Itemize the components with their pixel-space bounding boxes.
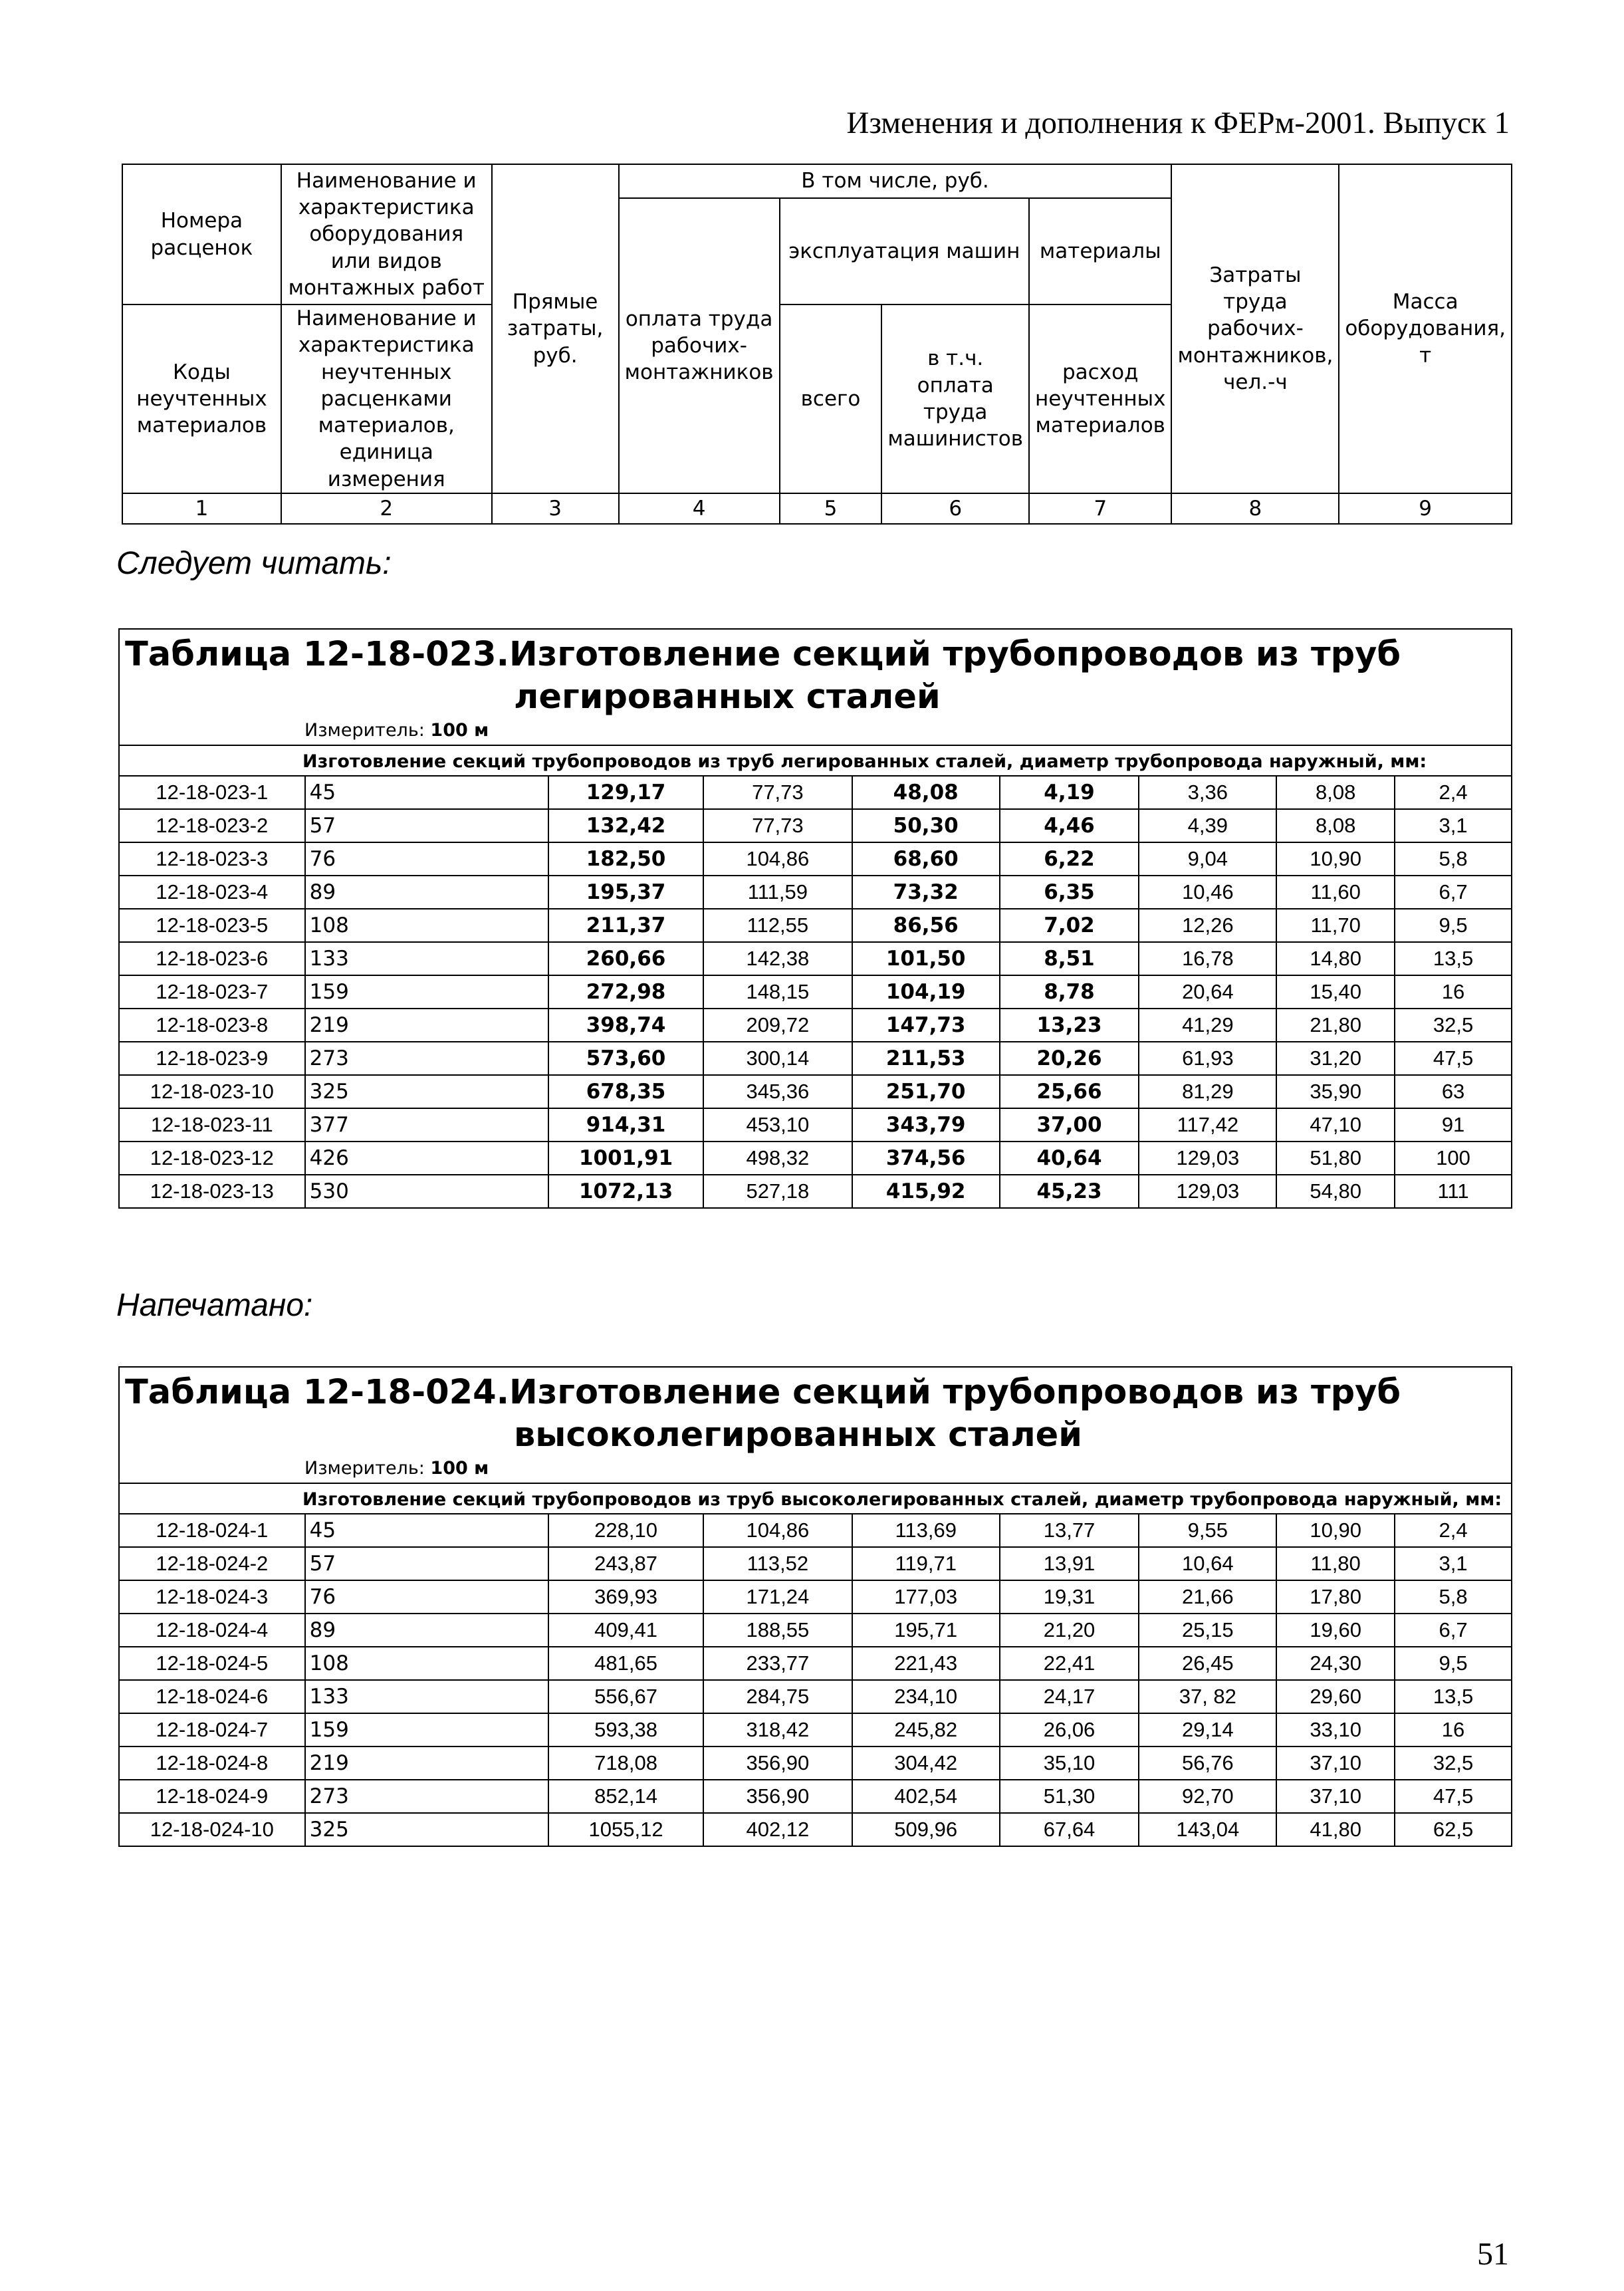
cell-operator-pay: 6,22 xyxy=(1000,842,1139,876)
table-row xyxy=(119,1580,1512,1614)
page-header: Изменения и дополнения к ФЕРм-2001. Выпуск 1 xyxy=(846,106,1510,140)
table-body xyxy=(119,1514,1512,1846)
table-row xyxy=(119,842,1512,876)
cell-pipe-diameter: 108 xyxy=(305,909,548,942)
cell-pipe-diameter: 530 xyxy=(305,1175,548,1208)
cell-rate-code: 12-18-024-10 xyxy=(119,1813,305,1846)
cell-direct-costs: 195,37 xyxy=(548,876,703,909)
cell-machine-operation: 415,92 xyxy=(852,1175,1000,1208)
cell-unaccounted-materials: 12,26 xyxy=(1139,909,1276,942)
cell-labor-pay: 113,52 xyxy=(703,1547,852,1580)
cell-equipment-mass: 9,5 xyxy=(1395,909,1512,942)
table-meter xyxy=(125,719,1504,742)
cell-operator-pay: 7,02 xyxy=(1000,909,1139,942)
cell-direct-costs: 718,08 xyxy=(548,1747,703,1780)
cell-unaccounted-materials: 56,76 xyxy=(1139,1747,1276,1780)
cell-operator-pay: 13,91 xyxy=(1000,1547,1139,1580)
cell-direct-costs: 481,65 xyxy=(548,1647,703,1680)
cell-unaccounted-materials: 9,04 xyxy=(1139,842,1276,876)
table-row xyxy=(119,1647,1512,1680)
cell-operator-pay: 13,23 xyxy=(1000,1009,1139,1042)
cell-machine-operation: 119,71 xyxy=(852,1547,1000,1580)
cell-pipe-diameter: 89 xyxy=(305,876,548,909)
cell-labor-hours: 37,10 xyxy=(1276,1780,1395,1813)
table-row xyxy=(119,1780,1512,1813)
header-number-row xyxy=(122,493,1512,524)
cell-rate-code: 12-18-024-9 xyxy=(119,1780,305,1813)
cell-equipment-mass: 3,1 xyxy=(1395,809,1512,842)
cell-direct-costs: 243,87 xyxy=(548,1547,703,1580)
cell-direct-costs: 211,37 xyxy=(548,909,703,942)
cell-labor-hours: 15,40 xyxy=(1276,975,1395,1009)
cell-pipe-diameter: 325 xyxy=(305,1813,549,1846)
cell-labor-pay: 142,38 xyxy=(703,942,852,975)
cell-labor-pay: 300,14 xyxy=(703,1042,852,1075)
cell-rate-code: 12-18-023-10 xyxy=(119,1075,305,1108)
column-number: 7 xyxy=(1029,493,1171,524)
cell-equipment-mass: 63 xyxy=(1395,1075,1512,1108)
cell-equipment-mass: 3,1 xyxy=(1395,1547,1512,1580)
cell-equipment-mass: 5,8 xyxy=(1395,842,1512,876)
cell-direct-costs: 852,14 xyxy=(548,1780,703,1813)
header-machines-group: эксплуатация машин xyxy=(780,198,1029,304)
cell-unaccounted-materials: 143,04 xyxy=(1139,1813,1276,1846)
cell-labor-pay: 233,77 xyxy=(703,1647,852,1680)
cell-unaccounted-materials: 37, 82 xyxy=(1139,1680,1276,1713)
cell-equipment-mass: 111 xyxy=(1395,1175,1512,1208)
cell-equipment-mass: 16 xyxy=(1395,1713,1512,1747)
cell-rate-code: 12-18-023-13 xyxy=(119,1175,305,1208)
cell-equipment-mass: 47,5 xyxy=(1395,1042,1512,1075)
cell-labor-hours: 11,70 xyxy=(1276,909,1395,942)
cell-labor-pay: 112,55 xyxy=(703,909,852,942)
cell-machine-operation: 68,60 xyxy=(852,842,1000,876)
cell-unaccounted-materials: 20,64 xyxy=(1139,975,1276,1009)
cell-direct-costs: 369,93 xyxy=(548,1580,703,1614)
cell-pipe-diameter: 133 xyxy=(305,942,548,975)
cell-machine-operation: 402,54 xyxy=(852,1780,1000,1813)
cell-direct-costs: 573,60 xyxy=(548,1042,703,1075)
cell-unaccounted-materials: 4,39 xyxy=(1139,809,1276,842)
cell-unaccounted-materials: 10,46 xyxy=(1139,876,1276,909)
cell-rate-code: 12-18-023-11 xyxy=(119,1108,305,1142)
meter-value: 100 м xyxy=(430,719,489,741)
cell-rate-code: 12-18-024-5 xyxy=(119,1647,305,1680)
cell-pipe-diameter: 219 xyxy=(305,1009,548,1042)
cell-labor-pay: 104,86 xyxy=(703,1514,852,1547)
table-row xyxy=(119,776,1512,809)
cell-labor-pay: 402,12 xyxy=(703,1813,852,1846)
cell-rate-code: 12-18-023-12 xyxy=(119,1142,305,1175)
cell-labor-hours: 8,08 xyxy=(1276,776,1395,809)
cell-labor-hours: 41,80 xyxy=(1276,1813,1395,1846)
cell-labor-pay: 188,55 xyxy=(703,1614,852,1647)
cell-rate-code: 12-18-023-2 xyxy=(119,809,305,842)
cell-labor-hours: 10,90 xyxy=(1276,1514,1395,1547)
cell-machine-operation: 73,32 xyxy=(852,876,1000,909)
table-title-line1: Изготовление секций трубопроводов из труб xyxy=(509,635,1401,674)
cell-unaccounted-materials: 25,15 xyxy=(1139,1614,1276,1647)
column-number: 8 xyxy=(1171,493,1339,524)
cell-direct-costs: 260,66 xyxy=(548,942,703,975)
cell-machine-operation: 234,10 xyxy=(852,1680,1000,1713)
cell-labor-pay: 345,36 xyxy=(703,1075,852,1108)
table-row xyxy=(119,1142,1512,1175)
table-row xyxy=(119,809,1512,842)
cell-equipment-mass: 91 xyxy=(1395,1108,1512,1142)
cell-machine-operation: 86,56 xyxy=(852,909,1000,942)
cell-machine-operation: 374,56 xyxy=(852,1142,1000,1175)
cell-labor-pay: 148,15 xyxy=(703,975,852,1009)
cell-labor-pay: 453,10 xyxy=(703,1108,852,1142)
table-row xyxy=(119,1075,1512,1108)
cell-labor-hours: 8,08 xyxy=(1276,809,1395,842)
cell-machine-operation: 50,30 xyxy=(852,809,1000,842)
header-material-codes: Коды неучтенных материалов xyxy=(122,304,281,493)
cell-unaccounted-materials: 129,03 xyxy=(1139,1175,1276,1208)
cell-rate-code: 12-18-023-8 xyxy=(119,1009,305,1042)
page-number: 51 xyxy=(1477,2236,1509,2272)
cell-labor-pay: 77,73 xyxy=(703,809,852,842)
table-row xyxy=(119,1175,1512,1208)
cell-pipe-diameter: 273 xyxy=(305,1042,548,1075)
cell-direct-costs: 556,67 xyxy=(548,1680,703,1713)
cell-pipe-diameter: 133 xyxy=(305,1680,549,1713)
header-rate-numbers: Номера расценок xyxy=(122,164,281,304)
table-row xyxy=(119,909,1512,942)
cell-direct-costs: 1055,12 xyxy=(548,1813,703,1846)
cell-labor-hours: 14,80 xyxy=(1276,942,1395,975)
column-number: 5 xyxy=(780,493,882,524)
cell-rate-code: 12-18-023-7 xyxy=(119,975,305,1009)
cell-equipment-mass: 13,5 xyxy=(1395,942,1512,975)
section-label-should-read: Следует читать: xyxy=(116,546,392,581)
cell-equipment-mass: 47,5 xyxy=(1395,1780,1512,1813)
cell-equipment-mass: 100 xyxy=(1395,1142,1512,1175)
column-number: 2 xyxy=(281,493,492,524)
cell-labor-pay: 284,75 xyxy=(703,1680,852,1713)
table-body xyxy=(119,776,1512,1208)
cell-equipment-mass: 16 xyxy=(1395,975,1512,1009)
cell-unaccounted-materials: 81,29 xyxy=(1139,1075,1276,1108)
cell-labor-pay: 318,42 xyxy=(703,1713,852,1747)
cell-machine-operation: 147,73 xyxy=(852,1009,1000,1042)
cell-pipe-diameter: 325 xyxy=(305,1075,548,1108)
cell-unaccounted-materials: 10,64 xyxy=(1139,1547,1276,1580)
cell-labor-hours: 37,10 xyxy=(1276,1747,1395,1780)
cell-labor-pay: 77,73 xyxy=(703,776,852,809)
cell-labor-hours: 33,10 xyxy=(1276,1713,1395,1747)
section-label-printed: Напечатано: xyxy=(116,1288,313,1323)
header-labor-pay: оплата труда рабочих-монтажников xyxy=(619,198,780,493)
cell-machine-operation: 101,50 xyxy=(852,942,1000,975)
cell-labor-pay: 104,86 xyxy=(703,842,852,876)
cell-rate-code: 12-18-023-5 xyxy=(119,909,305,942)
cell-direct-costs: 272,98 xyxy=(548,975,703,1009)
table-row xyxy=(119,1009,1512,1042)
cell-pipe-diameter: 76 xyxy=(305,1580,549,1614)
table-title-line2: легированных сталей xyxy=(514,677,941,717)
cell-unaccounted-materials: 9,55 xyxy=(1139,1514,1276,1547)
column-number: 3 xyxy=(492,493,619,524)
cell-unaccounted-materials: 16,78 xyxy=(1139,942,1276,975)
column-header-table xyxy=(122,164,1512,525)
cell-rate-code: 12-18-024-4 xyxy=(119,1614,305,1647)
cell-labor-pay: 356,90 xyxy=(703,1747,852,1780)
cell-equipment-mass: 6,7 xyxy=(1395,876,1512,909)
cell-equipment-mass: 2,4 xyxy=(1395,776,1512,809)
table-number: Таблица 12-18-024. xyxy=(125,1373,509,1412)
cell-operator-pay: 13,77 xyxy=(1000,1514,1139,1547)
cell-operator-pay: 6,35 xyxy=(1000,876,1139,909)
table-subtitle: Изготовление секций трубопроводов из труб высоколегированных сталей, диаметр трубопровода наружный, мм: xyxy=(119,1483,1512,1514)
table-row xyxy=(119,1813,1512,1846)
cell-equipment-mass: 9,5 xyxy=(1395,1647,1512,1680)
cell-pipe-diameter: 377 xyxy=(305,1108,548,1142)
cell-equipment-mass: 62,5 xyxy=(1395,1813,1512,1846)
header-operator-pay: в т.ч. оплата труда машинистов xyxy=(881,304,1029,493)
cell-direct-costs: 593,38 xyxy=(548,1713,703,1747)
table-row xyxy=(119,876,1512,909)
cell-rate-code: 12-18-024-6 xyxy=(119,1680,305,1713)
header-materials-group: материалы xyxy=(1029,198,1171,304)
cell-labor-pay: 111,59 xyxy=(703,876,852,909)
cell-operator-pay: 24,17 xyxy=(1000,1680,1139,1713)
cell-rate-code: 12-18-023-6 xyxy=(119,942,305,975)
cell-pipe-diameter: 45 xyxy=(305,776,548,809)
table-row xyxy=(119,1713,1512,1747)
header-unaccounted-materials: расход неучтенных материалов xyxy=(1029,304,1171,493)
cell-labor-hours: 10,90 xyxy=(1276,842,1395,876)
cell-labor-pay: 498,32 xyxy=(703,1142,852,1175)
cell-pipe-diameter: 159 xyxy=(305,975,548,1009)
cell-rate-code: 12-18-024-3 xyxy=(119,1580,305,1614)
cell-labor-hours: 35,90 xyxy=(1276,1075,1395,1108)
cell-operator-pay: 4,19 xyxy=(1000,776,1139,809)
cell-labor-hours: 47,10 xyxy=(1276,1108,1395,1142)
cell-pipe-diameter: 273 xyxy=(305,1780,549,1813)
cell-rate-code: 12-18-023-4 xyxy=(119,876,305,909)
cell-unaccounted-materials: 92,70 xyxy=(1139,1780,1276,1813)
cell-direct-costs: 129,17 xyxy=(548,776,703,809)
table-title-line1: Изготовление секций трубопроводов из труб xyxy=(509,1373,1401,1412)
cell-unaccounted-materials: 129,03 xyxy=(1139,1142,1276,1175)
header-including-group: В том числе, руб. xyxy=(619,164,1172,198)
table-row xyxy=(119,1042,1512,1075)
cell-direct-costs: 132,42 xyxy=(548,809,703,842)
cell-labor-pay: 209,72 xyxy=(703,1009,852,1042)
cell-labor-hours: 51,80 xyxy=(1276,1142,1395,1175)
column-number: 6 xyxy=(881,493,1029,524)
table-row xyxy=(119,1514,1512,1547)
cell-labor-hours: 31,20 xyxy=(1276,1042,1395,1075)
cell-labor-hours: 54,80 xyxy=(1276,1175,1395,1208)
cell-direct-costs: 678,35 xyxy=(548,1075,703,1108)
cell-direct-costs: 914,31 xyxy=(548,1108,703,1142)
cell-labor-hours: 11,60 xyxy=(1276,876,1395,909)
cell-pipe-diameter: 57 xyxy=(305,1547,549,1580)
cell-operator-pay: 67,64 xyxy=(1000,1813,1139,1846)
cell-equipment-mass: 6,7 xyxy=(1395,1614,1512,1647)
cell-labor-hours: 24,30 xyxy=(1276,1647,1395,1680)
cell-equipment-mass: 5,8 xyxy=(1395,1580,1512,1614)
cell-operator-pay: 8,51 xyxy=(1000,942,1139,975)
meter-value: 100 м xyxy=(430,1457,489,1479)
cell-labor-hours: 21,80 xyxy=(1276,1009,1395,1042)
rates-table-12-18-023 xyxy=(118,628,1512,1209)
table-title-line2: высоколегированных сталей xyxy=(514,1415,1082,1455)
table-title xyxy=(119,629,1512,745)
table-number: Таблица 12-18-023. xyxy=(125,635,509,674)
cell-operator-pay: 8,78 xyxy=(1000,975,1139,1009)
header-equipment-mass: Масса оборудования, т xyxy=(1339,164,1512,493)
cell-direct-costs: 409,41 xyxy=(548,1614,703,1647)
cell-operator-pay: 19,31 xyxy=(1000,1580,1139,1614)
cell-direct-costs: 228,10 xyxy=(548,1514,703,1547)
table-subtitle: Изготовление секций трубопроводов из труб легированных сталей, диаметр трубопровода наружный, мм: xyxy=(119,745,1512,776)
cell-direct-costs: 1001,91 xyxy=(548,1142,703,1175)
cell-machine-operation: 245,82 xyxy=(852,1713,1000,1747)
cell-machine-operation: 221,43 xyxy=(852,1647,1000,1680)
cell-direct-costs: 182,50 xyxy=(548,842,703,876)
table-row xyxy=(119,942,1512,975)
cell-equipment-mass: 2,4 xyxy=(1395,1514,1512,1547)
cell-pipe-diameter: 159 xyxy=(305,1713,549,1747)
cell-machine-operation: 113,69 xyxy=(852,1514,1000,1547)
cell-unaccounted-materials: 117,42 xyxy=(1139,1108,1276,1142)
cell-machine-operation: 104,19 xyxy=(852,975,1000,1009)
cell-machine-operation: 195,71 xyxy=(852,1614,1000,1647)
cell-labor-hours: 19,60 xyxy=(1276,1614,1395,1647)
cell-direct-costs: 1072,13 xyxy=(548,1175,703,1208)
cell-unaccounted-materials: 3,36 xyxy=(1139,776,1276,809)
cell-operator-pay: 25,66 xyxy=(1000,1075,1139,1108)
cell-pipe-diameter: 219 xyxy=(305,1747,549,1780)
meter-label: Измеритель: xyxy=(304,1457,425,1479)
cell-rate-code: 12-18-024-7 xyxy=(119,1713,305,1747)
cell-pipe-diameter: 426 xyxy=(305,1142,548,1175)
cell-labor-pay: 356,90 xyxy=(703,1780,852,1813)
table-row xyxy=(119,1547,1512,1580)
cell-operator-pay: 4,46 xyxy=(1000,809,1139,842)
header-machines-total: всего xyxy=(780,304,882,493)
cell-pipe-diameter: 45 xyxy=(305,1514,549,1547)
cell-labor-pay: 527,18 xyxy=(703,1175,852,1208)
cell-equipment-mass: 32,5 xyxy=(1395,1009,1512,1042)
cell-unaccounted-materials: 21,66 xyxy=(1139,1580,1276,1614)
cell-pipe-diameter: 76 xyxy=(305,842,548,876)
cell-operator-pay: 51,30 xyxy=(1000,1780,1139,1813)
table-row xyxy=(119,1614,1512,1647)
header-labor-costs: Затраты труда рабочих-монтажников, чел.-ч xyxy=(1171,164,1339,493)
cell-labor-hours: 29,60 xyxy=(1276,1680,1395,1713)
table-row xyxy=(119,1747,1512,1780)
cell-operator-pay: 40,64 xyxy=(1000,1142,1139,1175)
cell-equipment-mass: 32,5 xyxy=(1395,1747,1512,1780)
cell-operator-pay: 37,00 xyxy=(1000,1108,1139,1142)
cell-labor-hours: 17,80 xyxy=(1276,1580,1395,1614)
cell-machine-operation: 251,70 xyxy=(852,1075,1000,1108)
cell-rate-code: 12-18-024-2 xyxy=(119,1547,305,1580)
cell-pipe-diameter: 108 xyxy=(305,1647,549,1680)
column-number: 9 xyxy=(1339,493,1512,524)
cell-machine-operation: 177,03 xyxy=(852,1580,1000,1614)
cell-operator-pay: 35,10 xyxy=(1000,1747,1139,1780)
cell-operator-pay: 20,26 xyxy=(1000,1042,1139,1075)
cell-pipe-diameter: 57 xyxy=(305,809,548,842)
cell-unaccounted-materials: 41,29 xyxy=(1139,1009,1276,1042)
cell-operator-pay: 45,23 xyxy=(1000,1175,1139,1208)
table-row xyxy=(119,975,1512,1009)
rates-table-12-18-024 xyxy=(118,1366,1512,1847)
column-number: 4 xyxy=(619,493,780,524)
cell-machine-operation: 509,96 xyxy=(852,1813,1000,1846)
table-row xyxy=(119,1108,1512,1142)
table-row xyxy=(119,1680,1512,1713)
cell-operator-pay: 26,06 xyxy=(1000,1713,1139,1747)
table-meter xyxy=(125,1457,1504,1480)
header-direct-costs: Прямые затраты, руб. xyxy=(492,164,619,493)
cell-unaccounted-materials: 61,93 xyxy=(1139,1042,1276,1075)
cell-machine-operation: 304,42 xyxy=(852,1747,1000,1780)
header-work-name: Наименование и характеристика оборудования или видов монтажных работ xyxy=(281,164,492,304)
cell-pipe-diameter: 89 xyxy=(305,1614,549,1647)
cell-operator-pay: 21,20 xyxy=(1000,1614,1139,1647)
header-material-names: Наименование и характеристика неучтенных расценками материалов, единица измерения xyxy=(281,304,492,493)
cell-rate-code: 12-18-023-3 xyxy=(119,842,305,876)
column-number: 1 xyxy=(122,493,281,524)
cell-operator-pay: 22,41 xyxy=(1000,1647,1139,1680)
cell-rate-code: 12-18-023-9 xyxy=(119,1042,305,1075)
cell-unaccounted-materials: 26,45 xyxy=(1139,1647,1276,1680)
cell-labor-hours: 11,80 xyxy=(1276,1547,1395,1580)
cell-machine-operation: 343,79 xyxy=(852,1108,1000,1142)
cell-rate-code: 12-18-023-1 xyxy=(119,776,305,809)
cell-machine-operation: 48,08 xyxy=(852,776,1000,809)
cell-labor-pay: 171,24 xyxy=(703,1580,852,1614)
meter-label: Измеритель: xyxy=(304,719,425,741)
cell-machine-operation: 211,53 xyxy=(852,1042,1000,1075)
cell-direct-costs: 398,74 xyxy=(548,1009,703,1042)
cell-rate-code: 12-18-024-1 xyxy=(119,1514,305,1547)
cell-equipment-mass: 13,5 xyxy=(1395,1680,1512,1713)
table-title xyxy=(119,1367,1512,1483)
cell-rate-code: 12-18-024-8 xyxy=(119,1747,305,1780)
cell-unaccounted-materials: 29,14 xyxy=(1139,1713,1276,1747)
